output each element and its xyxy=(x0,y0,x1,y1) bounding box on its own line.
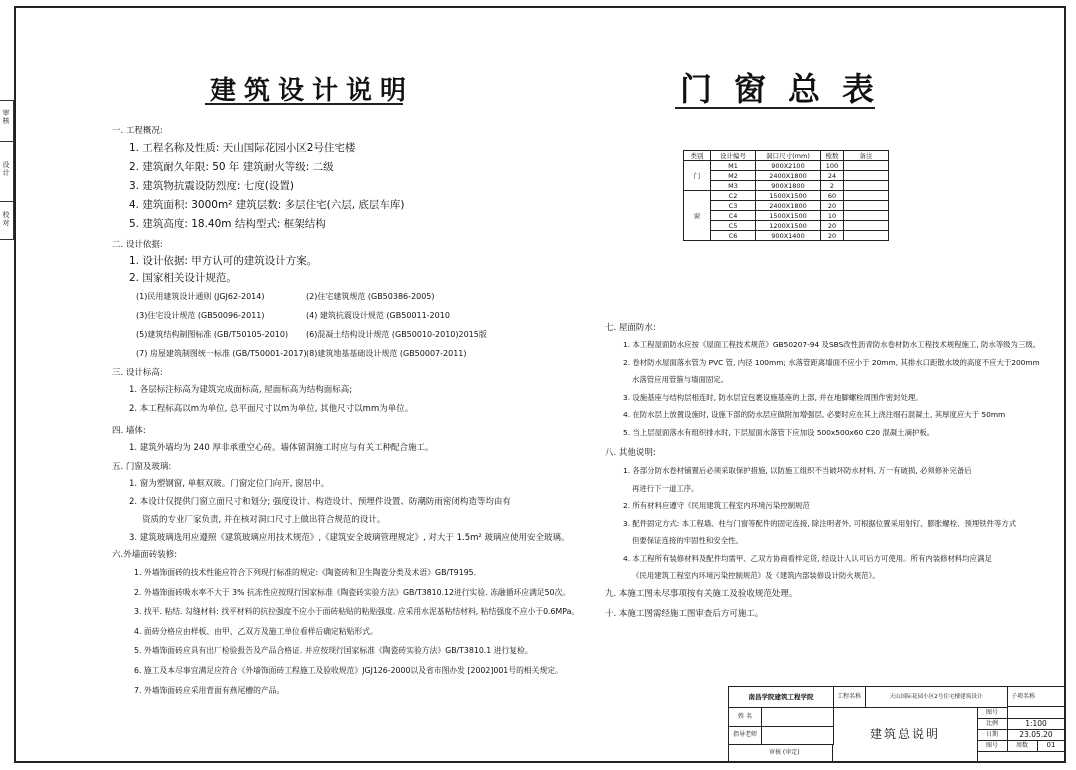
table-cell: M2 xyxy=(711,171,756,181)
list-item: 1. 本工程屋面防水应按《屋面工程技术规范》GB50207-94 及SBS改性沥青防水卷材防水工程技术规程施工, 防水等级为三级。 xyxy=(623,340,1041,349)
list-item: 4. 在防水层上放置设施时, 设施下部的防水层应做附加增强层, 必要时应在其上浇注细石混凝土, 其厚度应大于 50mm xyxy=(623,410,1006,419)
list-item: 1. 设计依据: 甲方认可的建筑设计方案。 xyxy=(129,255,318,267)
title-left-underline xyxy=(205,103,403,105)
section-roof-waterproofing xyxy=(605,323,1040,441)
table-cell: 900X2100 xyxy=(756,161,821,171)
table-cell: 10 xyxy=(821,211,844,221)
table-row xyxy=(684,171,889,181)
list-item: 2. 本设计仅提供门窗立面尺寸和划分; 强度设计、构造设计、预埋件设置、防潮防雨密闭构造等均由有 xyxy=(129,497,511,507)
list-item: 2. 本工程标高以m为单位, 总平面尺寸以m为单位, 其他尺寸以mm为单位。 xyxy=(129,404,414,414)
drawing-title: 建筑总说明 xyxy=(833,707,978,762)
list-item: 1. 外墙饰面砖的技术性能应符合下列现行标准的规定:《陶瓷砖和卫生陶瓷分类及术语》GB/T9195. xyxy=(134,568,477,577)
name-label: 姓 名 xyxy=(729,707,762,727)
table-cell xyxy=(844,171,889,181)
list-item: 2. 国家相关设计规范。 xyxy=(129,272,237,284)
scale-value: 1:100 xyxy=(1007,718,1065,730)
table-cell: C5 xyxy=(711,221,756,231)
list-item: 资质的专业厂家负责, 并在核对洞口尺寸上做出符合规范的设计。 xyxy=(142,515,386,525)
table-cell: C6 xyxy=(711,231,756,241)
list-item: 水落管应用管箍与墙面固定。 xyxy=(632,375,729,384)
table-row xyxy=(684,161,889,171)
table-cell xyxy=(844,181,889,191)
section-general xyxy=(112,126,404,234)
table-header: 类别 xyxy=(684,151,711,161)
table-cell: 1200X1500 xyxy=(756,221,821,231)
school-name: 南昌学院建筑工程学院 xyxy=(729,687,834,708)
sheet-label: 图号 xyxy=(977,740,1008,752)
page-title-left: 建筑设计说明 xyxy=(210,76,415,106)
list-item: 5. 当上层屋面落水有组织排水时, 下层屋面水落管下应加设 500x500x60 C20 混凝土滴护板。 xyxy=(623,427,935,437)
list-item: 4. 本工程所有装修材料及配件均需甲、乙双方协商看样定货, 经设计人认可后方可使用。所有内装修材料均应满足 xyxy=(623,553,992,563)
section-heading: 十. 本施工图需经施工图审查后方可施工。 xyxy=(605,609,764,619)
table-cell-category: 门 xyxy=(684,161,711,191)
list-item: 4. 面砖分格应由样板、由甲、乙双方及施工单位看样后确定粘贴形式。 xyxy=(134,626,378,636)
list-item: 但要保证连接的牢固性和安全性。 xyxy=(632,536,743,545)
name-value xyxy=(761,707,834,727)
section-heading: 二. 设计依据: xyxy=(112,240,163,250)
table-cell xyxy=(844,161,889,171)
list-item: 再进行下一道工序。 xyxy=(632,483,699,493)
list-item: 2. 建筑耐久年限: 50 年 建筑耐火等级: 二级 xyxy=(129,161,334,173)
table-cell xyxy=(844,231,889,241)
drawing-no-label: 图号 xyxy=(977,707,1008,719)
table-cell: 2400X1800 xyxy=(756,171,821,181)
table-cell: 100 xyxy=(821,161,844,171)
list-item: 3. 设施基座与结构层相连时, 防水层宜包裹设施基座的上部, 并在地脚螺栓周围作密封处理。 xyxy=(623,392,923,402)
table-cell: M1 xyxy=(711,161,756,171)
table-row xyxy=(684,191,889,201)
table-row xyxy=(684,211,889,221)
list-item: 2. 所有材料应遵守《民用建筑工程室内环境污染控制规范 xyxy=(623,501,810,510)
door-window-table xyxy=(683,150,889,241)
table-cell: C2 xyxy=(711,191,756,201)
list-item: 2. 卷材防水屋面落水管为 PVC 管, 内径 100mm; 水落管距离墙面不应小于 20mm, 其排水口距散水坡的高度不应大于200mm xyxy=(623,357,1040,367)
list-item: (8)建筑地基基础设计规范 (GB50007-2011) xyxy=(306,349,467,358)
table-row xyxy=(684,221,889,231)
table-cell: 900X1400 xyxy=(756,231,821,241)
section-heading: 三. 设计标高: xyxy=(112,368,163,378)
list-item: (1)民用建筑设计通则 (JGJ62-2014) xyxy=(136,292,265,301)
table-cell: C3 xyxy=(711,201,756,211)
section-note-ten xyxy=(605,609,763,620)
table-cell: 20 xyxy=(821,221,844,231)
advisor-value xyxy=(761,726,834,745)
side-label-bottom: 校对 xyxy=(2,211,10,227)
section-design-basis xyxy=(112,240,487,371)
table-cell xyxy=(844,221,889,231)
table-header-row xyxy=(684,151,889,161)
list-item: (7) 房屋建筑制图统一标准 (GB/T50001-2017) xyxy=(136,349,307,358)
table-cell-category: 窗 xyxy=(684,191,711,241)
table-cell xyxy=(844,191,889,201)
list-item: 1. 各层标注标高为建筑完成面标高, 屋面标高为结构面标高; xyxy=(129,385,353,395)
table-cell: 1500X1500 xyxy=(756,211,821,221)
table-cell: 900X1800 xyxy=(756,181,821,191)
list-item: 1. 窗为塑钢窗, 单框双玻。门窗定位门向开, 窗居中。 xyxy=(129,479,330,489)
date-label: 日期 xyxy=(977,729,1008,741)
list-item: 6. 施工及本尽事宜满足应符合《外墙饰面砖工程施工及验收规范》JGJ126-2000以及省市图办发 [2002]001号的相关规定。 xyxy=(134,665,563,675)
table-header: 樘数 xyxy=(821,151,844,161)
list-item: 5. 外墙饰面砖应具有出厂检验报告及产品合格证. 并应按现行国家标准《陶瓷砖实验方法》GB/T3810.1 进行复检。 xyxy=(134,646,533,656)
list-item: (6)混凝土结构设计规范 (GB50010-2010)2015版 xyxy=(306,330,487,339)
table-row xyxy=(684,181,889,191)
date-value: 23.05.20 xyxy=(1007,729,1065,741)
list-item: (4) 建筑抗震设计规范 (GB50011-2010 xyxy=(306,311,450,320)
list-item: 3. 配件固定方式: 本工程墙、柱与门窗等配件的固定连接, 除注明者外, 可根据位置采用射钉、膨胀螺栓、预埋铁件等方式 xyxy=(623,518,1017,528)
section-heading: 七. 屋面防水: xyxy=(605,323,656,333)
table-cell: 2 xyxy=(821,181,844,191)
table-cell: 60 xyxy=(821,191,844,201)
section-heading: 八. 其他说明: xyxy=(605,448,656,458)
table-header: 设计编号 xyxy=(711,151,756,161)
side-label-top: 审核 xyxy=(2,109,10,125)
project-name: 天山国际花园小区2号住宅楼建筑设计 xyxy=(865,687,1008,708)
list-item: 3. 建筑物抗震设防烈度: 七度(设置) xyxy=(129,180,294,192)
section-facade-tiles xyxy=(112,550,579,700)
table-cell xyxy=(844,201,889,211)
page-title-right: 门窗总表 xyxy=(680,70,897,108)
list-item: (2)住宅建筑规范 (GB50386-2005) xyxy=(306,292,435,301)
advisor-label: 指导老师 xyxy=(729,726,762,745)
list-item: (3)住宅设计规范 (GB50096-2011) xyxy=(136,311,265,320)
section-heading: 一. 工程概况: xyxy=(112,126,163,136)
list-item: 5. 建筑高度: 18.40m 结构型式: 框架结构 xyxy=(129,218,326,230)
section-elevation xyxy=(112,368,413,419)
list-item: 1. 工程名称及性质: 天山国际花园小区2号住宅楼 xyxy=(129,142,356,154)
list-item: 2. 外墙饰面砖吸水率不大于 3% 抗冻性应按现行国家标准《陶瓷砖实验方法》GB/T3810.12进行实验. 冻融循环应满足50次。 xyxy=(134,587,571,597)
table-row xyxy=(684,201,889,211)
section-other-notes xyxy=(605,448,1016,585)
section-heading: 四. 墙体: xyxy=(112,426,146,436)
check-label: 审核 (审定) xyxy=(729,744,833,762)
table-cell: 20 xyxy=(821,231,844,241)
week-label: 周数 xyxy=(1007,740,1038,752)
table-cell: 1500X1500 xyxy=(756,191,821,201)
table-cell xyxy=(844,211,889,221)
table-cell: 20 xyxy=(821,201,844,211)
section-heading: 六.外墙面砖装修: xyxy=(112,550,178,560)
list-item: 1. 建筑外墙均为 240 厚非承重空心砖。墙体留洞施工时应与有关工种配合施工。 xyxy=(129,443,434,453)
side-signature-strip xyxy=(0,100,14,240)
section-note-nine xyxy=(605,589,797,600)
list-item: 3. 找平. 粘结. 勾缝材料: 找平材料的抗拉强度不应小于面砖粘贴的粘贴强度. 应采用水泥基粘结材料, 粘结强度不应小于0.6MPa。 xyxy=(134,607,580,617)
scale-label: 比例 xyxy=(977,718,1008,730)
table-cell: 2400X1800 xyxy=(756,201,821,211)
list-item: 3. 建筑玻璃选用应遵照《建筑玻璃应用技术规范》,《建筑安全玻璃管理规定》, 对大于 1.5m² 玻璃应使用安全玻璃。 xyxy=(129,533,570,543)
section-heading: 五. 门窗及玻璃: xyxy=(112,462,172,472)
title-right-underline xyxy=(675,107,875,109)
list-item: 4. 建筑面积: 3000m² 建筑层数: 多层住宅(六层, 底层车库) xyxy=(129,199,405,211)
section-doors-windows xyxy=(112,462,570,547)
table-row xyxy=(684,231,889,241)
table-cell: 24 xyxy=(821,171,844,181)
section-heading: 九. 本施工图未尽事项按有关施工及验收规范处理。 xyxy=(605,589,798,599)
table-cell: M3 xyxy=(711,181,756,191)
list-item: 7. 外墙饰面砖应采用背面有燕尾槽的产品。 xyxy=(134,685,285,695)
table-cell: C4 xyxy=(711,211,756,221)
table-header: 洞口尺寸(mm) xyxy=(756,151,821,161)
title-block xyxy=(728,686,1066,763)
section-walls xyxy=(112,426,433,458)
week-value: 01 xyxy=(1037,740,1065,752)
list-item: 1. 各部分防水卷材铺置后必须采取保护措施, 以防施工组织不当破坏防水材料, 万一有破损, 必须修补完备后 xyxy=(623,466,972,475)
project-label: 工程名称 xyxy=(833,687,866,708)
table-header: 备注 xyxy=(844,151,889,161)
side-label-mid: 设计 xyxy=(2,161,10,177)
subitem-label: 子项名称 xyxy=(1007,687,1065,707)
list-item: 《民用建筑工程室内环境污染控制规范》及《建筑内部装修设计防火规范》。 xyxy=(632,571,880,580)
list-item: (5)建筑结构制图标准 (GB/T50105-2010) xyxy=(136,330,289,339)
